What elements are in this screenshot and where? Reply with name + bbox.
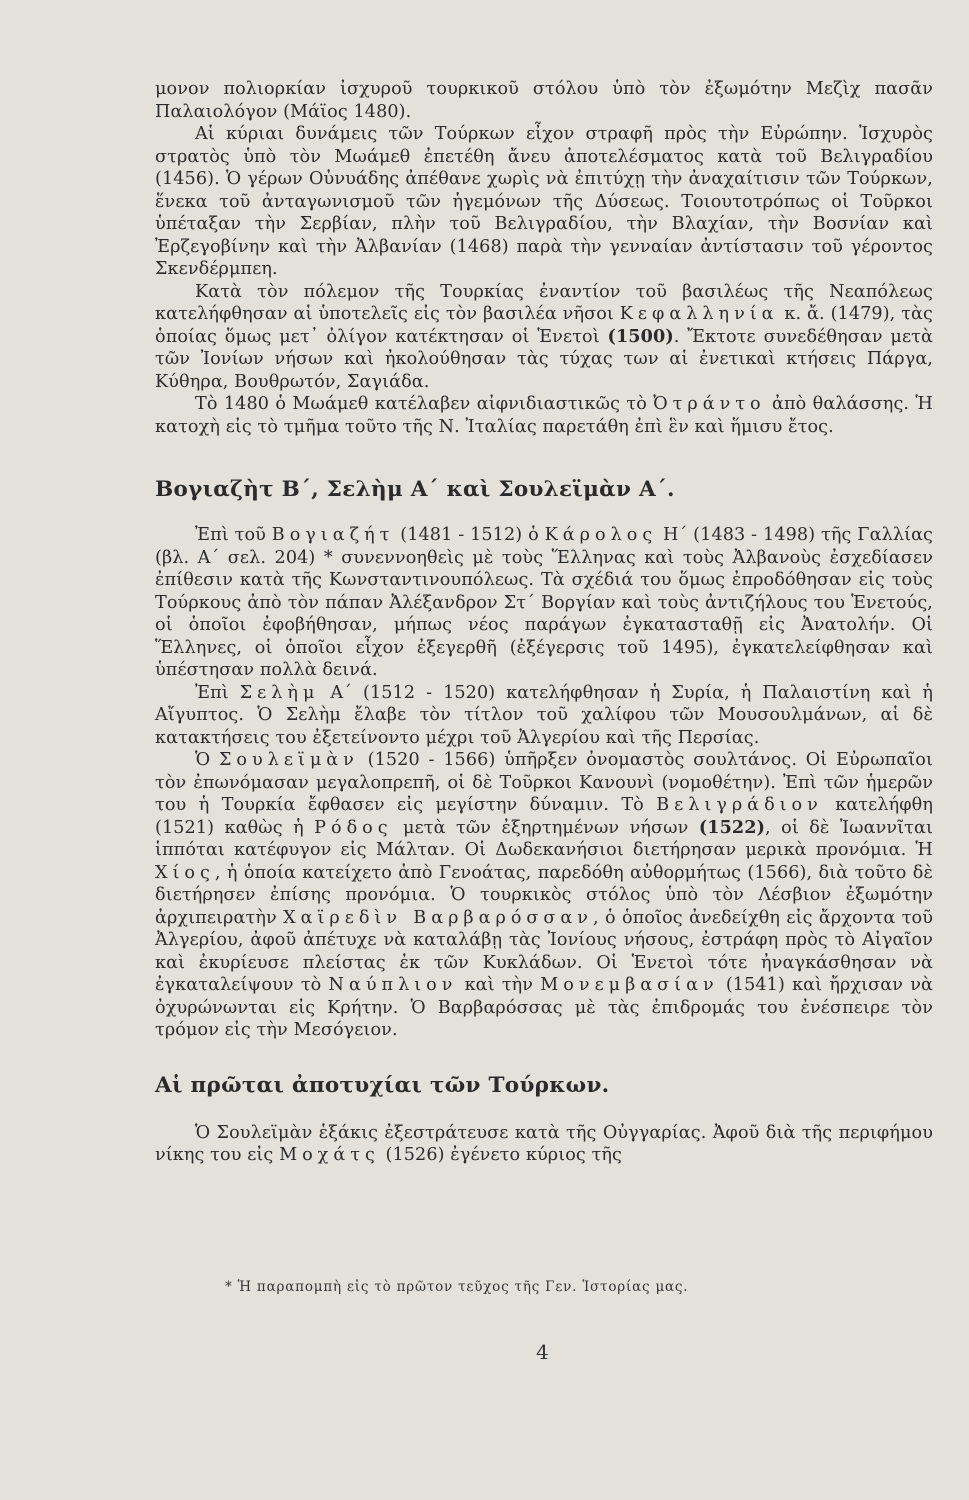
- paragraph: [155, 1122, 933, 1167]
- section-first-failures: [155, 1122, 933, 1167]
- text-run: ἀπὸ θαλάσσης. Ἡ κατοχὴ εἰς τὸ τμῆμα τοῦτο τῆς Ν. Ἰταλίας παρετάθη ἐπὶ ἓν καὶ ἥμισυ ἔτος.: [155, 394, 933, 437]
- section-heading-first-failures: Αἱ πρῶται ἀποτυχίαι τῶν Τούρκων.: [155, 1072, 610, 1098]
- text-run: κ. ἄ. (1479), τὰς ὁποίας ὅμως μετ᾽ ὀλίγον κατέκτησαν οἱ Ἑνετοὶ: [155, 304, 933, 347]
- text-run: (1526) ἐγένετο κύριος τῆς: [379, 1145, 622, 1165]
- section-intro: [155, 78, 933, 438]
- spaced-name: Ναύπλιον: [328, 975, 458, 995]
- paragraph: [155, 78, 933, 123]
- text-run: μετὰ τῶν ἐξηρτημένων νήσων: [392, 817, 699, 838]
- paragraph: [155, 749, 933, 1042]
- section-heading-bayezid-selim-suleiman: Βογιαζὴτ Β΄, Σελὴμ Α΄ καὶ Σουλεϊμὰν Α΄.: [155, 477, 675, 502]
- text-run: Α΄ (1512 - 1520) κατελήφθησαν ἡ Συρία, ἡ Παλαιστίνη καὶ ἡ Αἴγυπτος. Ὁ Σελὴμ ἔλαβε τὸν τίτλον τοῦ χαλίφου τῶν Μουσουλμάνων, αἱ δὲ κατακτήσεις του ἐξετείνοντο μέχρι τοῦ Ἀλγερίου καὶ τῆς Περσίας.: [155, 682, 933, 748]
- paragraph: [155, 524, 933, 682]
- spaced-name: Ρόδος: [314, 817, 393, 838]
- text-run: Κατὰ τὸν πόλεμον τῆς Τουρκίας ἐναντίον τοῦ βασιλέως τῆς Νεαπόλεως κατελήφθησαν αἱ ὑποτελεῖς εἰς τὸν βασιλέα νῆσοι: [155, 281, 933, 324]
- spaced-name: Σελὴμ: [239, 682, 320, 703]
- text-run: , ἡ ὁποία κατείχετο ἀπὸ Γενοάτας, παρεδόθη αὐθορμήτως (1566), διὰ τοῦτο δὲ διετήρησεν ἐπίσης προνόμια. Ὁ τουρκικὸς στόλος ὑπὸ τὸν Λέσβιον ἐξωμότην ἀρχιπειρατὴν: [155, 862, 933, 928]
- text-run: . Ἔκτοτε συνεδέθησαν μετὰ τῶν Ἰονίων νήσων καὶ ἠκολούθησαν τὰς τύχας των αἱ ἐνετικαὶ κτήσεις Πάργα, Κύθηρα, Βουθρωτόν, Σαγιάδα.: [155, 326, 933, 392]
- footnote: * Ἡ παραπομπὴ εἰς τὸ πρῶτον τεῦχος τῆς Γεν. Ἱστορίας μας.: [225, 1279, 689, 1295]
- text-run: , οἱ δὲ Ἰωαννῖται ἱππόται κατέφυγον εἰς Μάλταν. Οἱ Δωδεκανήσιοι διετήρησαν μερικὰ προνόμια. Ἡ: [155, 817, 933, 860]
- spaced-name: Βελιγράδιον: [656, 795, 823, 815]
- text-run: Ἐπὶ τοῦ: [195, 525, 272, 545]
- text-run: (1541) καὶ ἤρχισαν νὰ ὀχυρώνωνται εἰς Κρήτην. Ὁ Βαρβαρόσσας μὲ τὰς ἐπιδρομάς του ἐνέσπειρε τὸν τρόμον εἰς τὴν Μεσόγειον.: [155, 975, 933, 1040]
- bold-date: (1500): [607, 325, 674, 347]
- spaced-name: Σουλεϊμὰν: [218, 750, 359, 770]
- text-run: καὶ τὴν: [457, 975, 541, 995]
- text-run: Τὸ 1480 ὁ Μωάμεθ κατέλαβεν αἰφνιδιαστικῶς τὸ: [195, 394, 654, 414]
- text-run: Ὁ: [195, 750, 219, 770]
- text-column: [155, 78, 933, 1167]
- spaced-name: Ὀτράντο: [653, 394, 766, 414]
- text-run: , ὁ ὁποῖος ἀνεδείχθη εἰς ἄρχοντα τοῦ Ἀλγερίου, ἀφοῦ ἀπέτυχε νὰ καταλάβῃ τὰς Ἰονίους νήσους, ἐστράφη πρὸς τὸ Αἰγαῖον καὶ ἐκυρίευσε πλείστας ἐκ τῶν Κυκλάδων. Οἱ Ἑνετοὶ τότε ἠναγκάσθησαν νὰ ἐγκαταλείψουν τὸ: [155, 907, 934, 995]
- page-number: 4: [536, 1340, 549, 1364]
- text-run: Αἱ κύριαι δυνάμεις τῶν Τούρκων εἶχον στραφῆ πρὸς τὴν Εὐρώπην. Ἰσχυρὸς στρατὸς ὑπὸ τὸν Μωάμεθ ἐπετέθη ἄνευ ἀποτελέσματος κατὰ τοῦ Βελιγραδίου (1456). Ὁ γέρων Οὐνυάδης ἀπέθανε χωρὶς νὰ ἐπιτύχῃ τὴν ἀναχαίτισιν τῶν Τούρκων, ἕνεκα τοῦ ἀνταγωνισμοῦ τῶν ἡγεμόνων τῆς Δύσεως. Τοιουτοτρόπως οἱ Τοῦρκοι ὑπέταξαν τὴν Σερβίαν, πλὴν τοῦ Βελιγραδίου, τὴν Βλαχίαν, τὴν Βοσνίαν καὶ Ἐρζεγοβίνην καὶ τὴν Ἀλβανίαν (1468) παρὰ τὴν γενναίαν ἀντίστασιν τοῦ γέροντος Σκενδέρμπεη.: [155, 124, 933, 279]
- section-bayezid-selim-suleiman: [155, 524, 933, 1042]
- spaced-name: Μονεμβασίαν: [540, 975, 719, 995]
- spaced-name: Χαϊρεδὶν Βαρβαρόσσαν: [283, 907, 594, 928]
- text-run: Ἐπὶ: [195, 682, 240, 703]
- bold-date: (1522): [698, 816, 766, 838]
- spaced-name: Μοχάτς: [279, 1145, 380, 1165]
- text-run: Ὁ Σουλεϊμὰν ἑξάκις ἐξεστράτευσε κατὰ τῆς Οὐγγαρίας. Ἀφοῦ διὰ τῆς περιφήμου νίκης του εἰς: [155, 1122, 933, 1165]
- text-run: (1520 - 1566) ὑπῆρξεν ὀνομαστὸς σουλτάνος. Οἱ Εὐρωπαῖοι τὸν ἐπωνόμασαν μεγαλοπρεπῆ, οἱ δὲ Τοῦρκοι Κανουνὶ (νομοθέτην). Ἐπὶ τῶν ἡμερῶν του ἡ Τουρκία ἔφθασεν εἰς μεγίστην δύναμιν. Τὸ: [155, 750, 933, 815]
- paragraph: [155, 682, 933, 750]
- text-run: Η΄ (1483 - 1498) τῆς Γαλλίας (βλ. Α΄ σελ. 204) * συνεννοηθεὶς μὲ τοὺς Ἕλληνας καὶ τοὺς Ἀλβανοὺς ἐσχεδίασεν ἐπίθεσιν κατὰ τῆς Κωνσταντινουπόλεως. Τὰ σχέδιά του ὅμως ἐπροδόθησαν εἰς τοὺς Τούρκους ἀπὸ τὸν πάπαν Ἀλέξανδρον Στ΄ Βοργίαν καὶ τοὺς ἀντιζήλους του Ἑνετούς, οἱ ὁποῖοι ἐφοβήθησαν, μήπως νέος παράγων ἐγκατασταθῇ εἰς Ἀνατολήν. Οἱ Ἕλληνες, οἱ ὁποῖοι εἶχον ἐξεγερθῆ (ἐξέγερσις τοῦ 1495), ἐγκατελείφθησαν καὶ ὑπέστησαν πολλὰ δεινά.: [155, 525, 933, 680]
- spaced-name: Κάρολος: [544, 525, 658, 545]
- paragraph: [155, 123, 933, 281]
- spaced-name: Χίος: [155, 862, 215, 883]
- text-run: κατελήφθη (1521) καθὼς ἡ: [155, 795, 933, 838]
- paragraph: [155, 393, 933, 438]
- paragraph: [155, 281, 933, 394]
- text-run: (1481 - 1512) ὁ: [394, 525, 545, 545]
- spaced-name: Βογιαζήτ: [271, 525, 395, 545]
- spaced-name: Κεφαλληνία: [619, 304, 779, 324]
- text-run: μονον πολιορκίαν ἰσχυροῦ τουρκικοῦ στόλου ὑπὸ τὸν ἐξωμότην Μεζὶχ πασᾶν Παλαιολόγον (Μάϊος 1480).: [155, 79, 933, 122]
